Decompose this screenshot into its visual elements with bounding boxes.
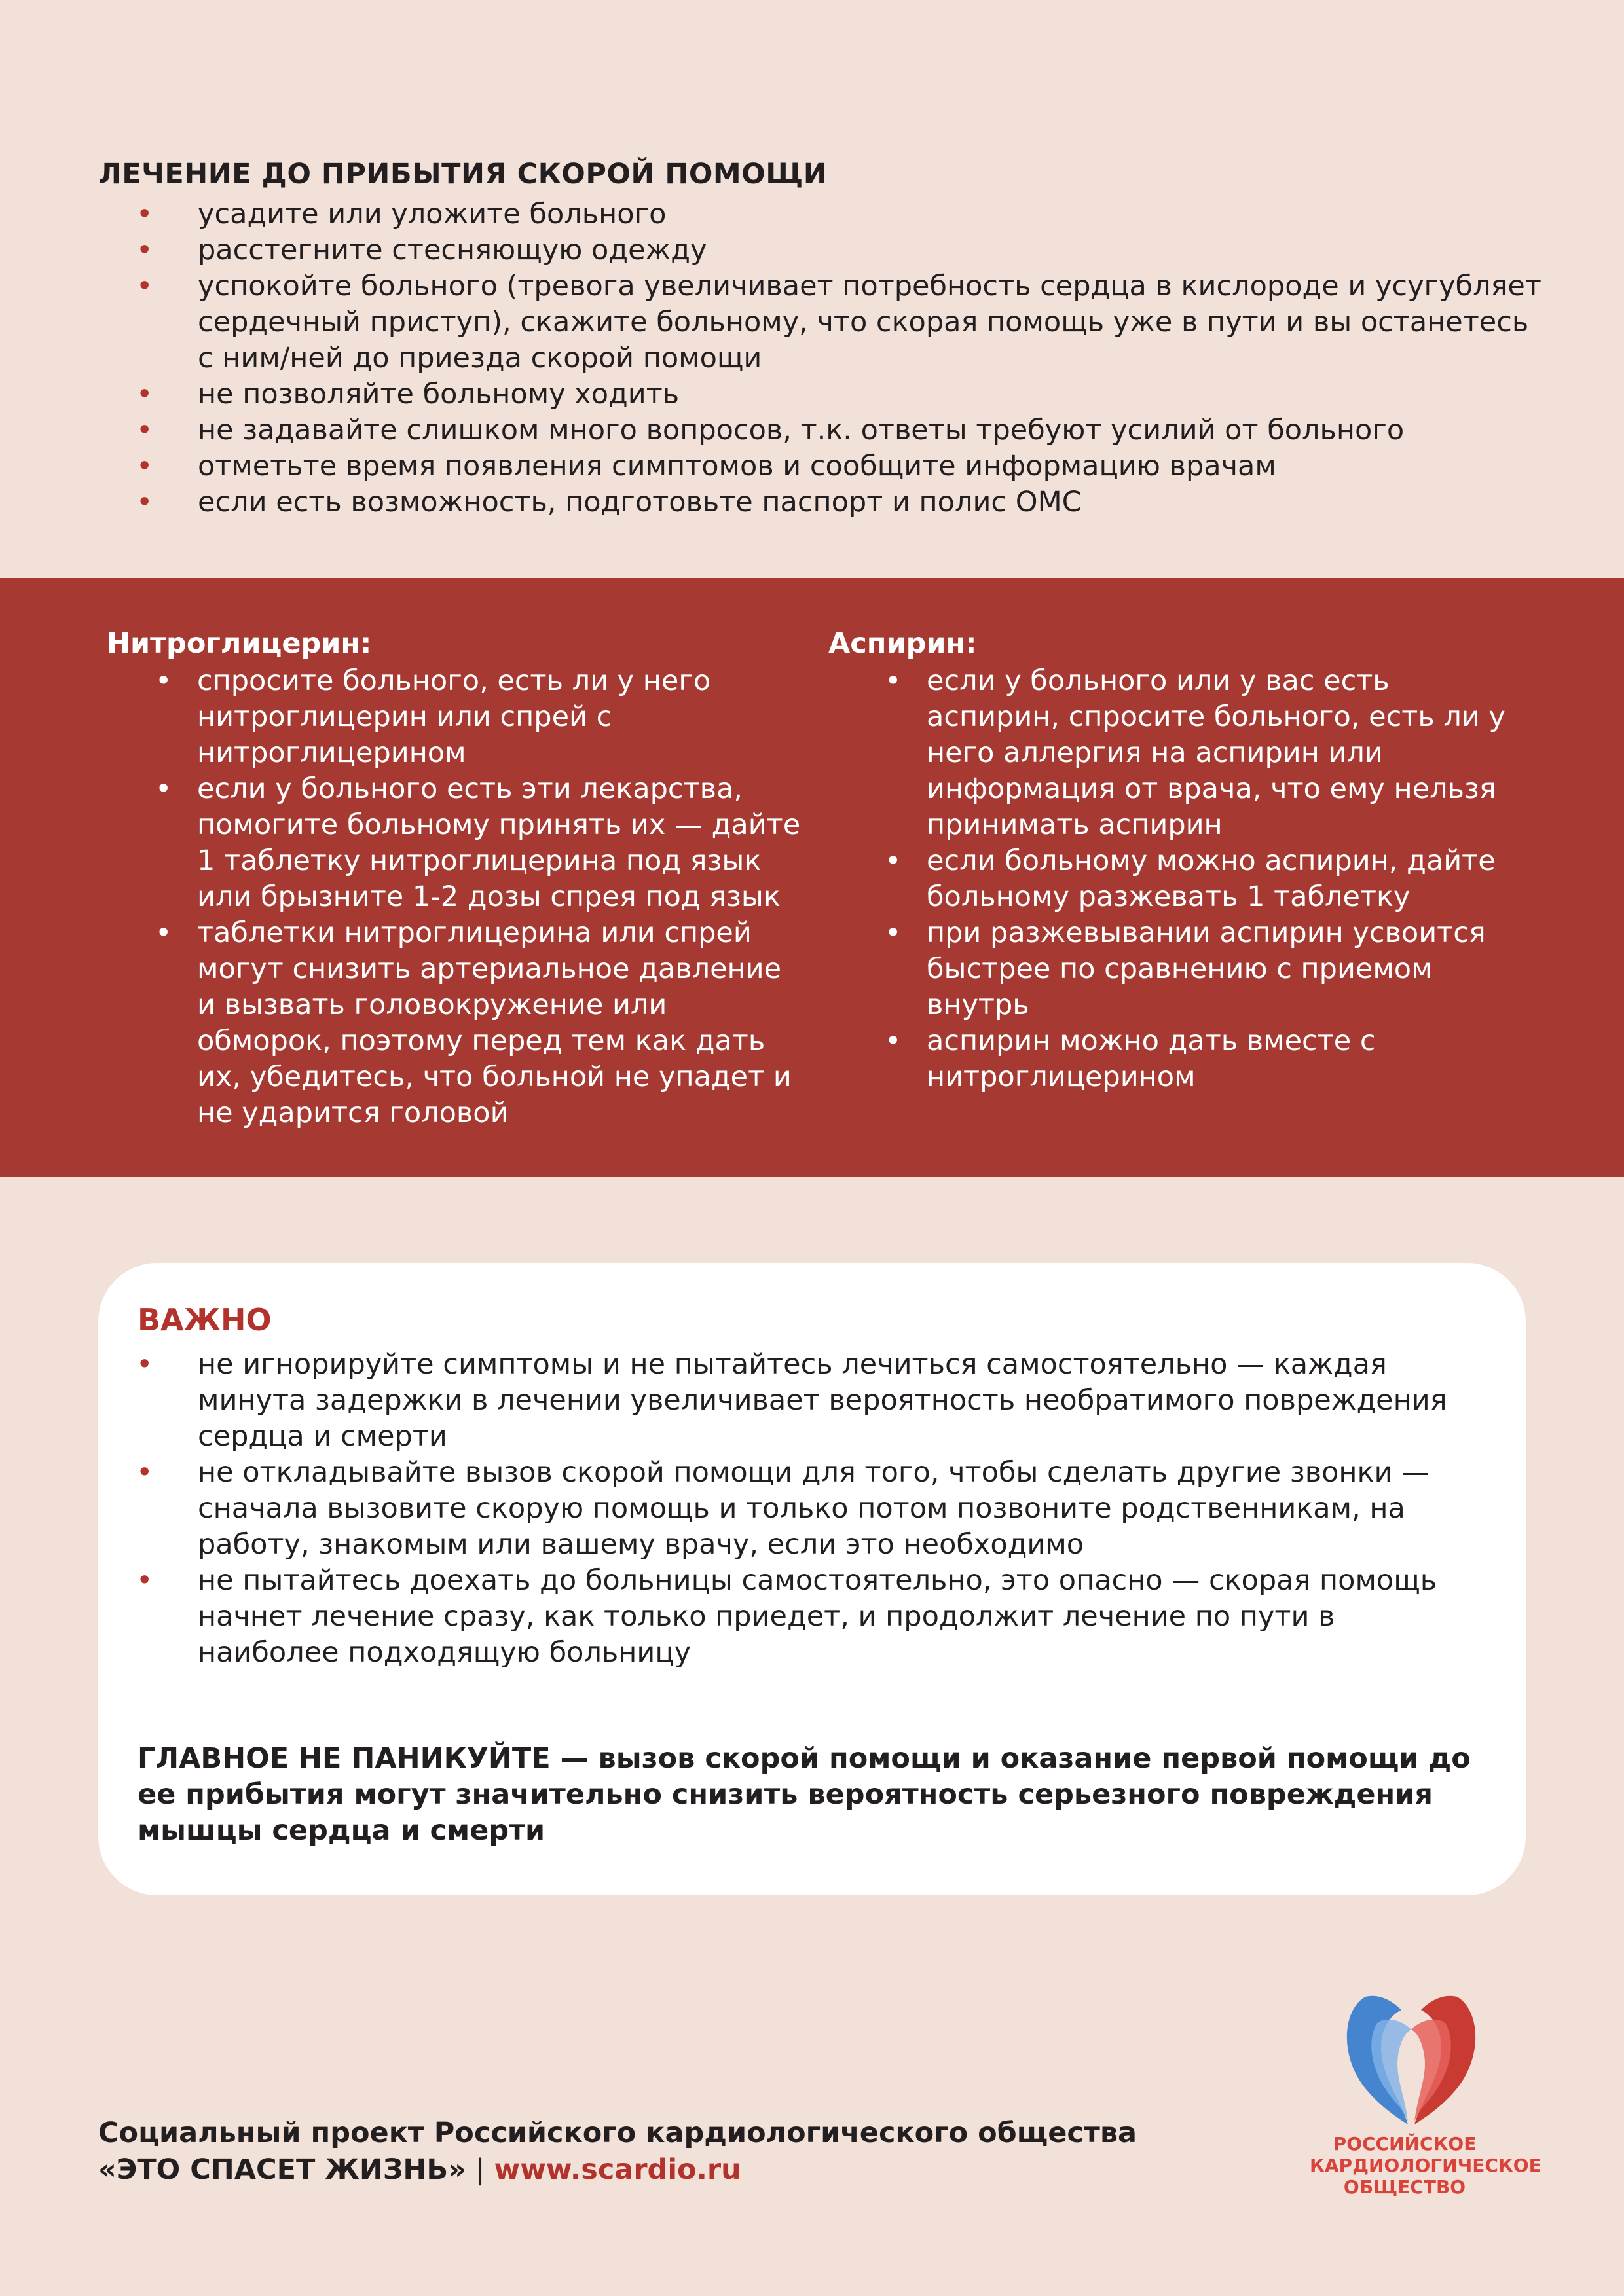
list-item: • усадите или уложите больного bbox=[98, 196, 1545, 232]
list-item: • успокойте больного (тревога увеличивает потребность сердца в кислороде и усугубляет сердечный приступ), скажите больному, что скорая помощь уже в пути и вы останетесь с ним/ней до приезда скорой помощи bbox=[98, 268, 1545, 376]
rko-logo bbox=[1310, 1984, 1541, 2232]
aspirin-list bbox=[927, 663, 1522, 1095]
list-item: • не игнорируйте симптомы и не пытайтесь лечиться самостоятельно — каждая минута задержки в лечении увеличивает вероятность необратимого повреждения сердца и смерти bbox=[98, 1347, 1473, 1455]
logo-line: ОБЩЕСТВО bbox=[1343, 2176, 1466, 2198]
footer bbox=[98, 2115, 1137, 2188]
important-card bbox=[98, 1263, 1526, 1895]
list-item: • при разжевывании аспирин усвоится быстрее по сравнению с приемом внутрь bbox=[927, 915, 1522, 1023]
list-item: • если у больного есть эти лекарства, помогите больному принять их — дайте 1 таблетку нитроглицерина под язык или брызните 1-2 дозы спрея под язык bbox=[197, 771, 801, 915]
footer-project-line: Социальный проект Российского кардиологического общества bbox=[98, 2117, 1137, 2149]
nitroglycerin-title: Нитроглицерин: bbox=[107, 627, 372, 660]
first-aid-list bbox=[98, 196, 1545, 520]
heart-logo-icon bbox=[1339, 1984, 1483, 2128]
list-item: • если есть возможность, подготовьте паспорт и полис ОМС bbox=[98, 484, 1545, 520]
list-item: • аспирин можно дать вместе с нитроглицерином bbox=[927, 1023, 1522, 1095]
nitroglycerin-list bbox=[197, 663, 801, 1131]
list-item: • спросите больного, есть ли у него нитроглицерин или спрей с нитроглицерином bbox=[197, 663, 801, 771]
list-item: • отметьте время появления симптомов и сообщите информацию врачам bbox=[98, 448, 1545, 484]
footer-second-line bbox=[98, 2151, 1137, 2188]
aspirin-title: Аспирин: bbox=[828, 627, 977, 660]
list-item: • не задавайте слишком много вопросов, т.к. ответы требуют усилий от больного bbox=[98, 412, 1545, 448]
logo-text bbox=[1310, 2133, 1541, 2198]
important-title: ВАЖНО bbox=[138, 1302, 272, 1338]
logo-line: РОССИЙСКОЕ bbox=[1333, 2133, 1477, 2155]
main-message: ГЛАВНОЕ НЕ ПАНИКУЙТЕ — вызов скорой помощи и оказание первой помощи до ее прибытия могут значительно снизить вероятность серьезного повреждения мышцы сердца и смерти bbox=[138, 1742, 1471, 1847]
aspirin-column bbox=[828, 624, 1522, 1095]
section-title: ЛЕЧЕНИЕ ДО ПРИБЫТИЯ СКОРОЙ ПОМОЩИ bbox=[98, 158, 828, 191]
important-list bbox=[98, 1347, 1473, 1671]
list-item: • если больному можно аспирин, дайте больному разжевать 1 таблетку bbox=[927, 843, 1522, 915]
list-item: • если у больного или у вас есть аспирин, спросите больного, есть ли у него аллергия на аспирин или информация от врача, что ему нельзя принимать аспирин bbox=[927, 663, 1522, 843]
medication-band bbox=[0, 578, 1624, 1177]
list-item: • расстегните стесняющую одежду bbox=[98, 232, 1545, 268]
project-name: «ЭТО СПАСЕТ ЖИЗНЬ» bbox=[98, 2153, 466, 2186]
first-aid-section bbox=[98, 155, 1545, 520]
nitroglycerin-column bbox=[107, 624, 801, 1131]
footer-separator: | bbox=[475, 2153, 485, 2186]
website-link[interactable]: www.scardio.ru bbox=[494, 2153, 741, 2186]
logo-line: КАРДИОЛОГИЧЕСКОЕ bbox=[1310, 2155, 1541, 2176]
list-item: • таблетки нитроглицерина или спрей могут снизить артериальное давление и вызвать головокружение или обморок, поэтому перед тем как дать их, убедитесь, что больной не упадет и не ударится головой bbox=[197, 915, 801, 1131]
list-item: • не позволяйте больному ходить bbox=[98, 376, 1545, 412]
list-item: • не пытайтесь доехать до больницы самостоятельно, это опасно — скорая помощь начнет лечение сразу, как только приедет, и продолжит лечение по пути в наиболее подходящую больницу bbox=[98, 1563, 1473, 1671]
list-item: • не откладывайте вызов скорой помощи для того, чтобы сделать другие звонки — сначала вызовите скорую помощь и только потом позвоните родственникам, на работу, знакомым или вашему врачу, если это необходимо bbox=[98, 1455, 1473, 1563]
